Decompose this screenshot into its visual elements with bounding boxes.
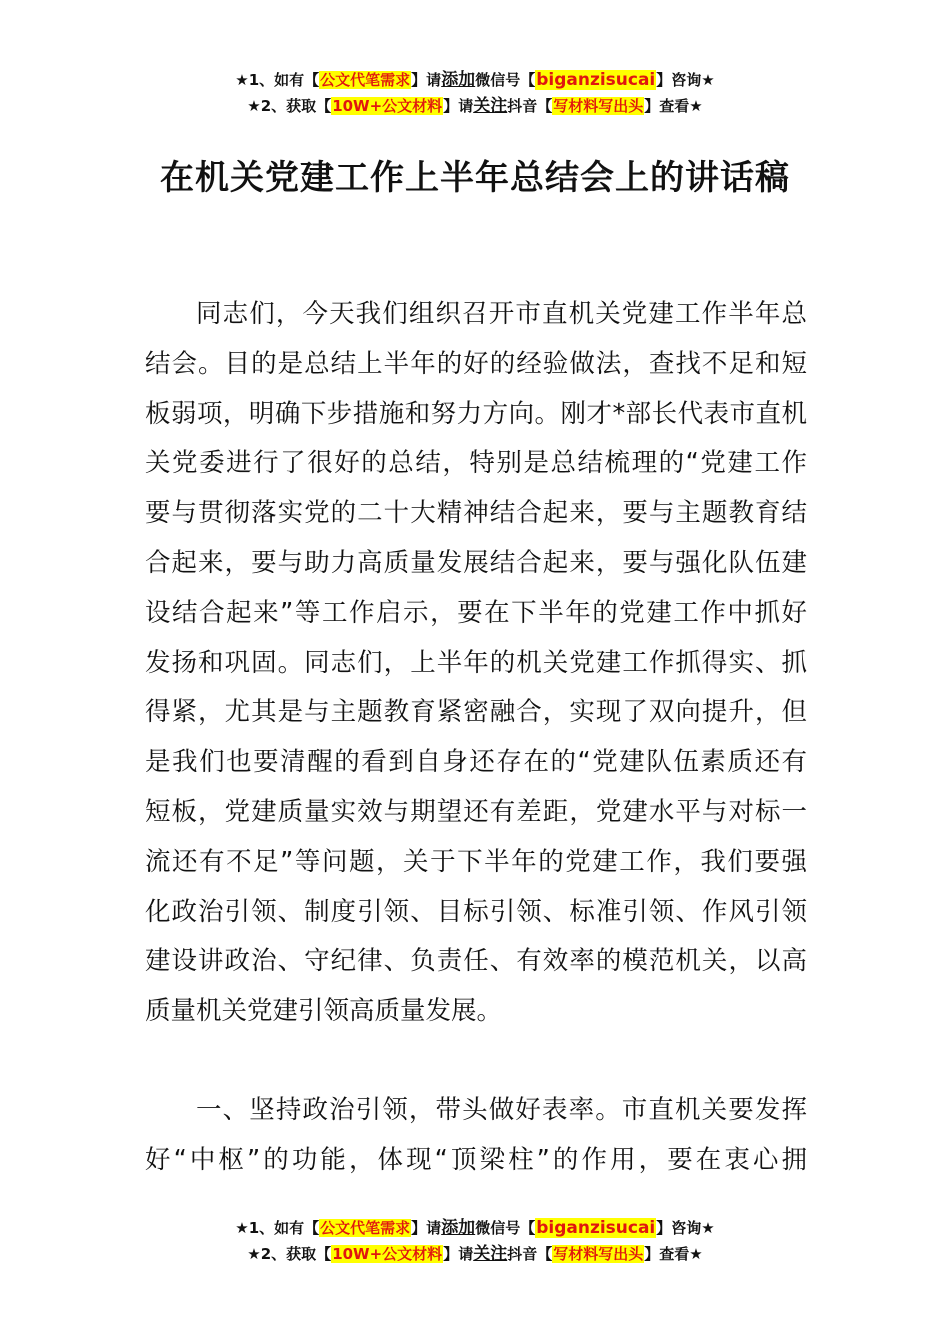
footer-banner bbox=[0, 1215, 950, 1267]
banner-text: 】咨询★ bbox=[656, 1219, 715, 1237]
text-line: 一、坚持政治引领，带头做好表率。市直机关要发挥 bbox=[196, 1095, 807, 1125]
banner-emphasis: 添加 bbox=[441, 70, 476, 90]
text-line: 是我们也要清醒的看到自身还存在的“党建队伍素质还有 bbox=[145, 747, 807, 778]
banner-text: 抖音【 bbox=[507, 1245, 553, 1263]
text-line: 得紧，尤其是与主题教育紧密融合，实现了双向提升，但 bbox=[145, 697, 807, 728]
banner-text: 】请 bbox=[411, 1219, 442, 1237]
banner-line-1 bbox=[0, 1215, 950, 1241]
banner-text: 】请 bbox=[411, 71, 442, 89]
banner-highlight: 10W+公文材料 bbox=[332, 97, 443, 115]
banner-highlight: biganzisucai bbox=[536, 70, 656, 90]
banner-text: 微信号【 bbox=[475, 1219, 536, 1237]
banner-text: 抖音【 bbox=[507, 97, 553, 115]
banner-text: 微信号【 bbox=[475, 71, 536, 89]
text-line: 发扬和巩固。同志们，上半年的机关党建工作抓得实、抓 bbox=[145, 647, 807, 678]
banner-text: ★2、获取【 bbox=[247, 1245, 332, 1263]
banner-emphasis: 关注 bbox=[473, 1244, 508, 1264]
document-title: 在机关党建工作上半年总结会上的讲话稿 bbox=[160, 158, 790, 198]
banner-text: ★1、如有【 bbox=[235, 1219, 320, 1237]
banner-highlight: 写材料写出头 bbox=[553, 1245, 644, 1263]
header-banner bbox=[0, 67, 950, 119]
banner-highlight: 写材料写出头 bbox=[553, 97, 644, 115]
text-line: 化政治引领、制度引领、目标引领、标准引领、作风引领 bbox=[145, 896, 807, 927]
banner-line-2 bbox=[0, 93, 950, 119]
banner-text: 】咨询★ bbox=[656, 71, 715, 89]
banner-text: 】请 bbox=[443, 1245, 474, 1263]
text-line: 建设讲政治、守纪律、负责任、有效率的模范机关，以高 bbox=[145, 946, 807, 977]
banner-line-1 bbox=[0, 67, 950, 93]
banner-emphasis: 添加 bbox=[441, 1218, 476, 1238]
banner-text: ★2、获取【 bbox=[247, 97, 332, 115]
body-paragraph-2 bbox=[145, 1086, 807, 1186]
body-paragraph-1 bbox=[145, 290, 807, 1037]
text-line: 关党委进行了很好的总结，特别是总结梳理的“党建工作 bbox=[145, 448, 807, 479]
banner-text: 】查看★ bbox=[644, 97, 703, 115]
banner-highlight: 公文代笔需求 bbox=[320, 1219, 411, 1237]
text-line: 要与贯彻落实党的二十大精神结合起来，要与主题教育结 bbox=[145, 498, 807, 529]
text-line: 质量机关党建引领高质量发展。 bbox=[145, 996, 503, 1027]
banner-text: 】查看★ bbox=[644, 1245, 703, 1263]
banner-highlight: 公文代笔需求 bbox=[320, 71, 411, 89]
banner-text: 】请 bbox=[443, 97, 474, 115]
banner-line-2 bbox=[0, 1241, 950, 1267]
banner-emphasis: 关注 bbox=[473, 96, 508, 116]
banner-highlight: 10W+公文材料 bbox=[332, 1245, 443, 1263]
text-line: 结会。目的是总结上半年的好的经验做法，查找不足和短 bbox=[145, 348, 807, 379]
banner-highlight: biganzisucai bbox=[536, 1218, 656, 1238]
text-line: 合起来，要与助力高质量发展结合起来，要与强化队伍建 bbox=[145, 547, 807, 578]
text-line: 同志们，今天我们组织召开市直机关党建工作半年总 bbox=[196, 299, 807, 329]
text-line: 板弱项，明确下步措施和努力方向。刚才*部长代表市直机 bbox=[145, 398, 807, 429]
text-line: 设结合起来”等工作启示，要在下半年的党建工作中抓好 bbox=[145, 597, 807, 628]
text-line: 短板，党建质量实效与期望还有差距，党建水平与对标一 bbox=[145, 796, 807, 827]
banner-text: ★1、如有【 bbox=[235, 71, 320, 89]
text-line: 好“中枢”的功能，体现“顶梁柱”的作用，要在衷心拥 bbox=[145, 1144, 807, 1175]
text-line: 流还有不足”等问题，关于下半年的党建工作，我们要强 bbox=[145, 846, 807, 877]
